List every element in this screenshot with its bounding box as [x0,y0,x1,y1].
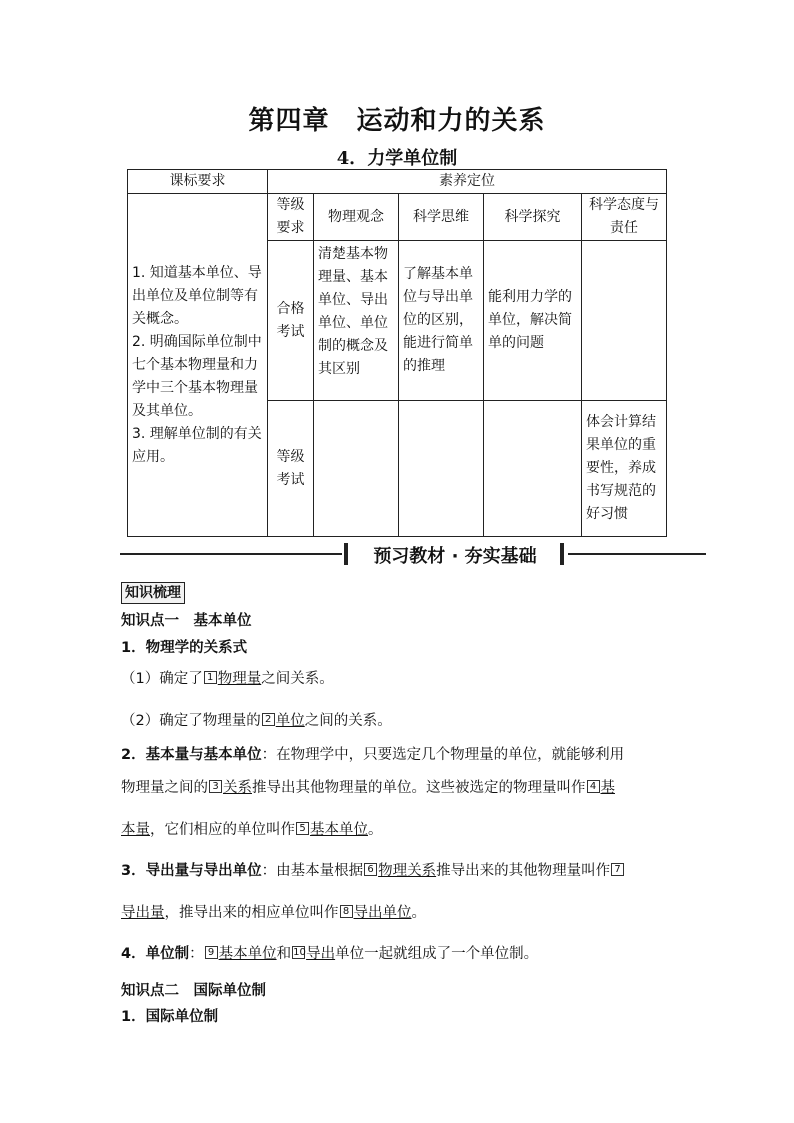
point2-title: 知识点二 国际单位制 [121,983,266,999]
blank-number: 5 [296,822,309,835]
header-attitude: 科学态度与责任 [582,194,667,241]
header-inquiry: 科学探究 [484,194,582,241]
banner-line-left [120,553,342,555]
blank-number: 9 [205,946,218,959]
answer: 导出 [306,946,336,962]
header-concept: 物理观念 [314,194,399,241]
blank-number: 4 [587,780,600,793]
answer: 物理关系 [378,863,437,879]
answer: 关系 [223,780,252,796]
point2-sub1: 1．国际单位制 [121,1009,219,1025]
para-4: 4．单位制： 9 基本单位和 10导出单位一起就组成了一个单位制。 [121,946,539,962]
section-banner: 预习教材 · 夯实基础 [373,546,537,567]
blank-number: 7 [611,863,624,876]
blank-number: 8 [340,905,353,918]
blank-number: 2 [262,713,275,726]
row-qualified-inquiry: 能利用力学的单位，解决简单的问题 [484,241,582,401]
answer: 导出单位 [353,905,412,921]
answer: 基 [600,780,615,796]
para-3-line-a: 3．导出量与导出单位：由基本量根据 6 物理关系推导出来的其他物理量叫作 7 [121,859,625,880]
header-thinking: 科学思维 [399,194,484,241]
header-curriculum: 课标要求 [128,170,268,194]
blank-number: 3 [209,780,222,793]
row-qualified-level: 合格考试 [268,241,314,401]
lesson-title: 4．力学单位制 [336,148,458,169]
answer: 单位 [275,713,305,729]
requirements-table [127,169,667,537]
para-2-line-a: 2．基本量与基本单位：在物理学中，只要选定几个物理量的单位，就能够利用 [121,747,625,763]
row-grade-inquiry [484,401,582,537]
blank-number: 1 [204,671,217,684]
line-1-2: （2）确定了物理量的 2 单位之间的关系。 [121,713,392,729]
row-qualified-thinking: 了解基本单位与导出单位的区别，能进行简单的推理 [399,241,484,401]
row-grade-level: 等级考试 [268,401,314,537]
blank-number: 6 [364,863,377,876]
row-grade-attitude: 体会计算结果单位的重要性，养成书写规范的好习惯 [582,401,667,537]
point1-sub1: 1．物理学的关系式 [121,640,248,656]
para-2-line-c: 本量，它们相应的单位叫作 5 基本单位。 [121,822,383,838]
banner-line-right [568,553,706,555]
curriculum-requirements: 1. 知道基本单位、导出单位及单位制等有关概念。 2. 明确国际单位制中七个基本物理量和力学中三个基本物理量及其单位。 3. 理解单位制的有关应用。 [128,194,268,537]
chapter-title: 第四章 运动和力的关系 [248,106,546,136]
answer: 导出量 [121,905,165,921]
row-qualified-attitude [582,241,667,401]
answer: 基本单位 [218,946,277,962]
header-level: 等级要求 [268,194,314,241]
row-qualified-concept: 清楚基本物理量、基本单位、导出单位、单位制的概念及其区别 [314,241,399,401]
header-literacy: 素养定位 [268,170,667,194]
answer: 基本单位 [310,822,368,838]
answer: 物理量 [217,671,262,687]
knowledge-tag: 知识梳理 [121,582,185,604]
banner-bar-left [344,543,348,565]
answer: 本量 [121,822,150,838]
line-1-1: （1）确定了 1 物理量之间关系。 [121,671,334,687]
para-2-line-b: 物理量之间的 3 关系推导出其他物理量的单位。这些被选定的物理量叫作 4 基 [121,780,615,796]
blank-number: 10 [293,947,306,958]
point1-title: 知识点一 基本单位 [121,613,252,629]
row-grade-thinking [399,401,484,537]
row-grade-concept [314,401,399,537]
para-3-line-b: 导出量，推导出来的相应单位叫作 8 导出单位。 [121,905,426,921]
banner-bar-right [560,543,564,565]
